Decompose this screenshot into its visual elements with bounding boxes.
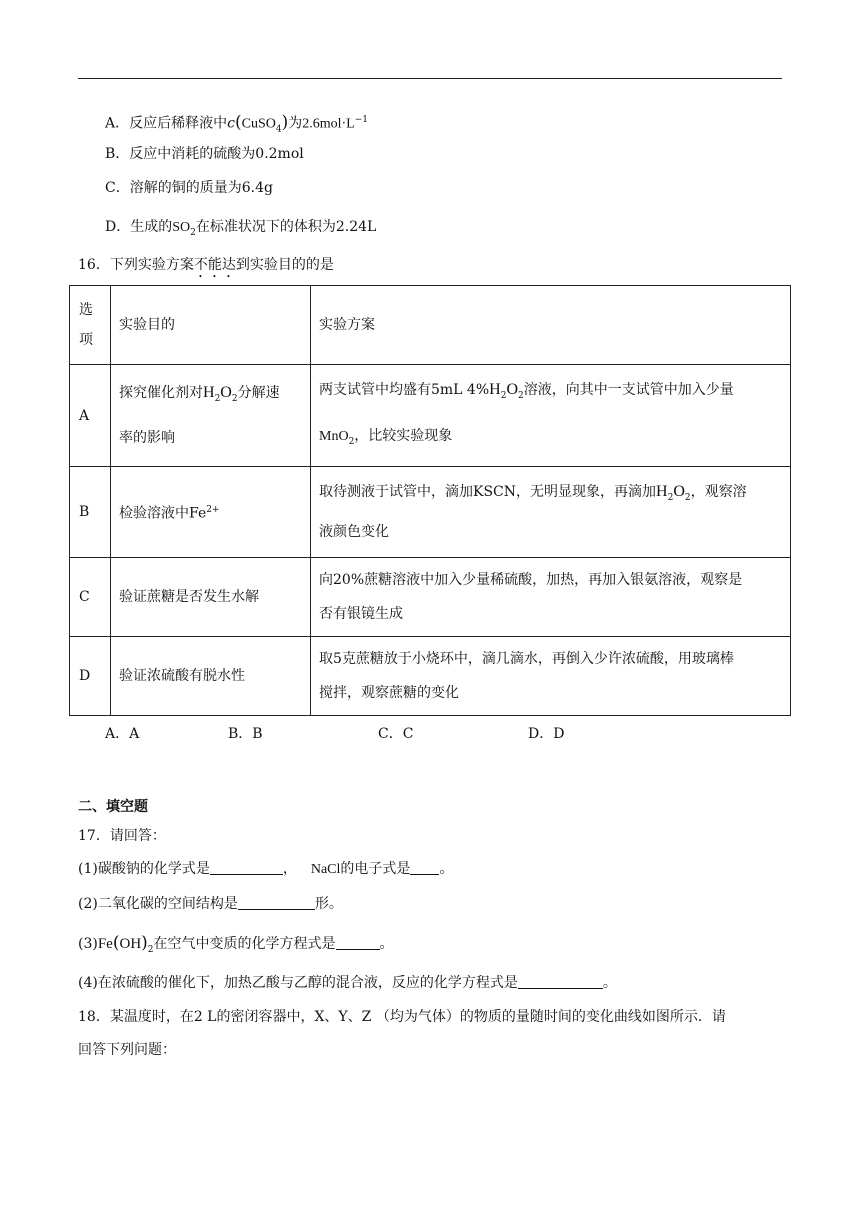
- row-purpose: 验证蔗糖是否发生水解: [111, 558, 311, 637]
- q16-answer-a: A．A: [105, 726, 140, 742]
- q16-answer-b: B．B: [228, 726, 263, 742]
- answer-blank[interactable]: [210, 860, 283, 875]
- table-row: [70, 365, 791, 467]
- answer-blank[interactable]: [238, 895, 315, 910]
- row-plan: 向20%蔗糖溶液中加入少量稀硫酸，加热，再加入银氨溶液，观察是 否有银镜生成: [311, 558, 791, 637]
- q16-stem: 16．下列实验方案不能达到实验目的的是: [78, 257, 334, 273]
- table-header-row: [70, 286, 791, 365]
- q17-part-3: $(3)Fe(OH)_2$在空气中变质的化学方程式是 。: [78, 933, 394, 955]
- row-option: C: [70, 558, 111, 637]
- row-plan: 两支试管中均盛有5mL $4\%H_2O_2$溶液，向其中一支试管中加入少量 MnO$_2$，比较实验现象: [311, 365, 791, 467]
- answer-blank[interactable]: [518, 974, 603, 989]
- header-plan: 实验方案: [311, 286, 791, 365]
- header-purpose: 实验目的: [111, 286, 311, 365]
- q15-option-d: D．生成的$SO_2$在标准状况下的体积为2.24L: [105, 219, 377, 238]
- q17-part-4: (4)在浓硫酸的催化下，加热乙酸与乙醇的混合液，反应的化学方程式是 。: [78, 975, 617, 991]
- answer-blank[interactable]: [410, 860, 439, 875]
- q16-table: [69, 285, 791, 716]
- q16-answer-d: D．D: [528, 726, 565, 742]
- section-title: 二、填空题: [78, 799, 148, 815]
- row-purpose: 检验溶液中$Fe^{2+}$: [111, 467, 311, 558]
- q17-part-2: (2)二氧化碳的空间结构是 形。: [78, 896, 343, 912]
- q15-option-b: B．反应中消耗的硫酸为0.2mol: [105, 146, 304, 162]
- answer-blank[interactable]: [336, 935, 380, 950]
- row-plan: 取待测液于试管中，滴加KSCN，无明显现象，再滴加$H_2O_2$，观察溶 液颜色变化: [311, 467, 791, 558]
- header-option: 选 项: [70, 286, 111, 365]
- q18-stem-line-2: 回答下列问题：: [78, 1042, 176, 1058]
- q16-answer-c: C．C: [378, 726, 414, 742]
- q15-option-c: C．溶解的铜的质量为6.4g: [105, 180, 273, 196]
- header-rule: [78, 78, 782, 79]
- row-plan: 取5克蔗糖放于小烧环中，滴几滴水，再倒入少许浓硫酸，用玻璃棒 搅拌，观察蔗糖的变化: [311, 637, 791, 716]
- q15-option-a: A．反应后稀释液中c(CuSO$_4$)为$2.6mol\cdot L^{-1}$: [105, 112, 368, 135]
- row-option: D: [70, 637, 111, 716]
- table-row: [70, 467, 791, 558]
- row-option: B: [70, 467, 111, 558]
- row-option: A: [70, 365, 111, 467]
- q18-stem-line-1: 18．某温度时，在2 L的密闭容器中，X、Y、Z （均为气体）的物质的量随时间的变化曲线如图所示．请: [78, 1009, 726, 1025]
- row-purpose: 验证浓硫酸有脱水性: [111, 637, 311, 716]
- row-purpose: 探究催化剂对$H_2O_2$分解速 率的影响: [111, 365, 311, 467]
- q17-part-1: (1)碳酸钠的化学式是 ， NaCl的电子式是 。: [78, 861, 454, 877]
- table-row: [70, 637, 791, 716]
- table-row: [70, 558, 791, 637]
- q17-stem: 17．请回答：: [78, 828, 166, 844]
